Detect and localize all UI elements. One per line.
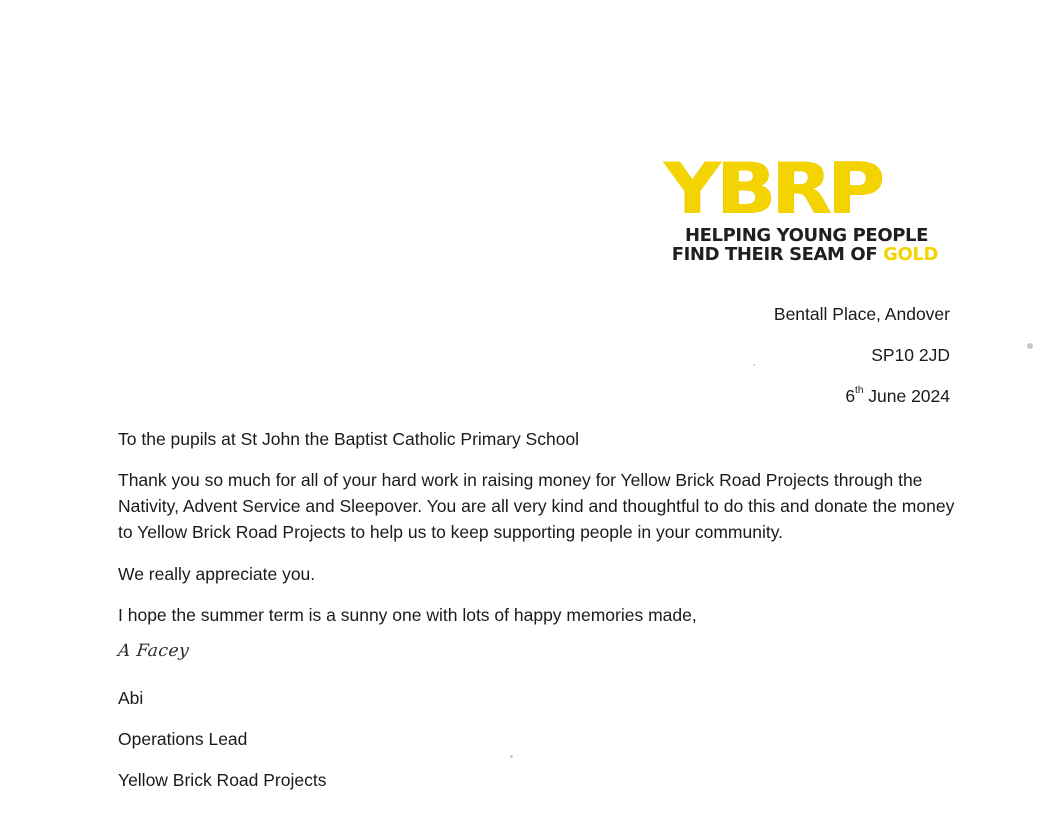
date-month-year: June 2024 xyxy=(863,386,950,406)
scan-speck xyxy=(1027,343,1033,349)
signatory-organisation: Yellow Brick Road Projects xyxy=(118,770,327,790)
ybrp-logo xyxy=(640,148,950,266)
letter-date xyxy=(845,385,950,407)
logo-tagline-prefix: FIND THEIR SEAM OF xyxy=(671,244,884,265)
logo-tagline-line2 xyxy=(672,245,938,265)
scan-speck xyxy=(753,364,755,366)
signatory-name: Abi xyxy=(118,688,144,708)
scan-speck xyxy=(510,755,513,758)
letter-body: Thank you so much for all of your hard work in raising money for Yellow Brick Road Projects through the Nativity, Advent Service and Sleepover. You are all very kind and thoughtful to do this and donate the money to Yellow Brick Road Projects to help us to keep supporting people in your community. xyxy=(118,470,955,542)
handwritten-signature: A Facey xyxy=(116,641,191,661)
letter-greeting: To the pupils at St John the Baptist Catholic Primary School xyxy=(118,429,580,449)
address-postcode: SP10 2JD xyxy=(871,345,950,365)
logo-wordmark: YBRP xyxy=(664,148,881,230)
date-suffix: th xyxy=(855,385,864,396)
logo-tagline-highlight: GOLD xyxy=(883,244,938,265)
letter-closing: I hope the summer term is a sunny one with lots of happy memories made, xyxy=(118,605,697,625)
letter-appreciation: We really appreciate you. xyxy=(118,564,316,584)
date-day: 6 xyxy=(845,386,856,406)
logo-tagline-line1: HELPING YOUNG PEOPLE xyxy=(685,225,928,246)
address-street: Bentall Place, Andover xyxy=(773,304,950,324)
signatory-role: Operations Lead xyxy=(118,729,248,749)
